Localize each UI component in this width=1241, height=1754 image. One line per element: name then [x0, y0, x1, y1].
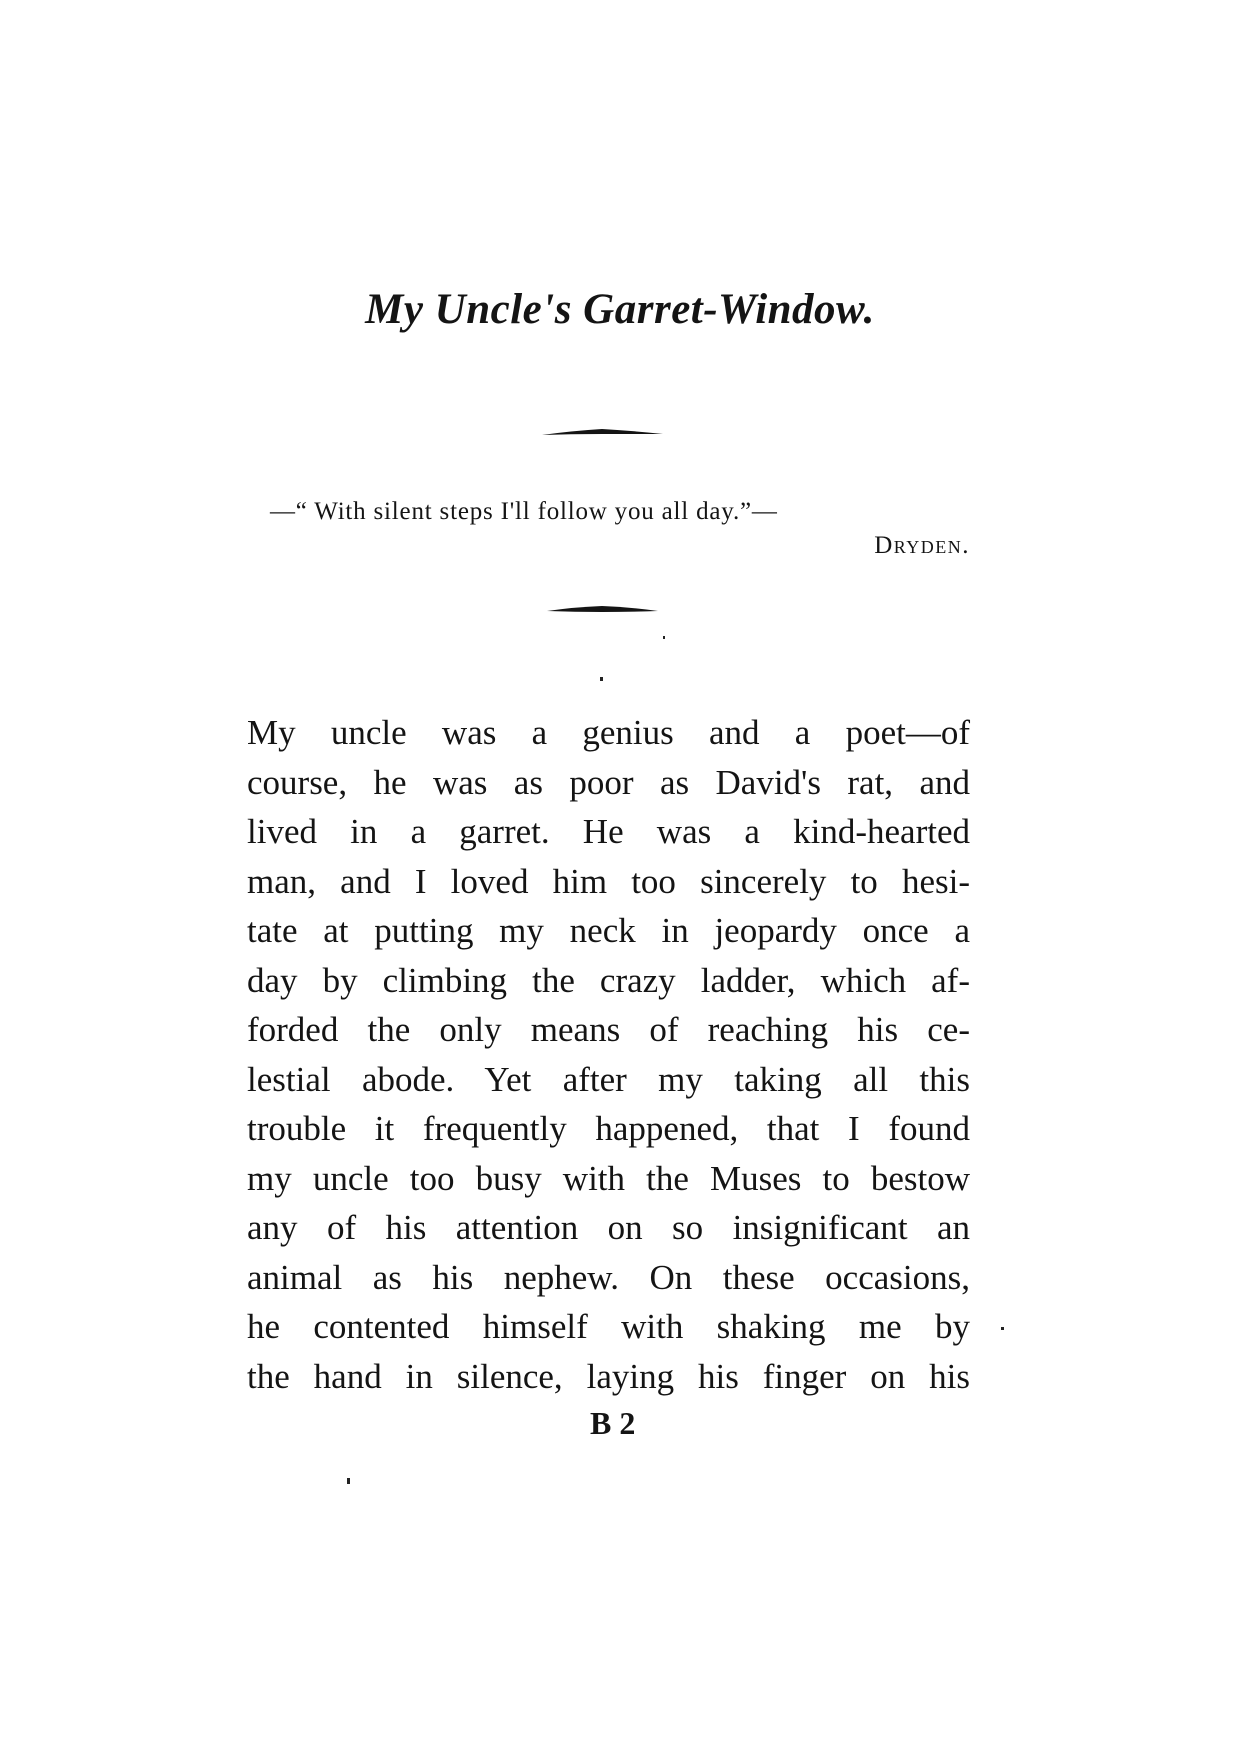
- body-line: course, he was as poor as David's rat, and: [247, 762, 970, 802]
- body-line: my uncle too busy with the Muses to bestow: [247, 1158, 970, 1198]
- print-speck: [1001, 1327, 1004, 1330]
- body-text: [247, 708, 970, 1401]
- print-speck: [663, 636, 665, 639]
- print-speck: [600, 677, 603, 681]
- body-line: animal as his nephew. On these occasions,: [247, 1257, 970, 1297]
- body-line: forded the only means of reaching his ce-: [247, 1010, 970, 1049]
- epigraph-author: Dryden.: [874, 532, 970, 559]
- body-line: man, and I loved him too sincerely to hesi-: [247, 861, 970, 901]
- body-line: lestial abode. Yet after my taking all this: [247, 1059, 970, 1099]
- body-line: day by climbing the crazy ladder, which af-: [247, 960, 970, 1000]
- body-line: the hand in silence, laying his finger on his: [247, 1356, 970, 1396]
- chapter-title: My Uncle's Garret-Window.: [365, 286, 875, 333]
- body-line: tate at putting my neck in jeopardy once a: [247, 911, 970, 950]
- signature-mark: B 2: [590, 1405, 636, 1441]
- body-line: he contented himself with shaking me by: [247, 1307, 970, 1346]
- body-line: My uncle was a genius and a poet—of: [247, 713, 970, 752]
- epigraph: [270, 495, 970, 563]
- body-line: lived in a garret. He was a kind-hearted: [247, 812, 970, 851]
- print-speck: [347, 1478, 350, 1484]
- epigraph-quote: —“ With silent steps I'll follow you all day.”—: [270, 498, 778, 525]
- body-line: any of his attention on so insignificant an: [247, 1208, 970, 1247]
- body-line: trouble it frequently happened, that I found: [247, 1109, 970, 1148]
